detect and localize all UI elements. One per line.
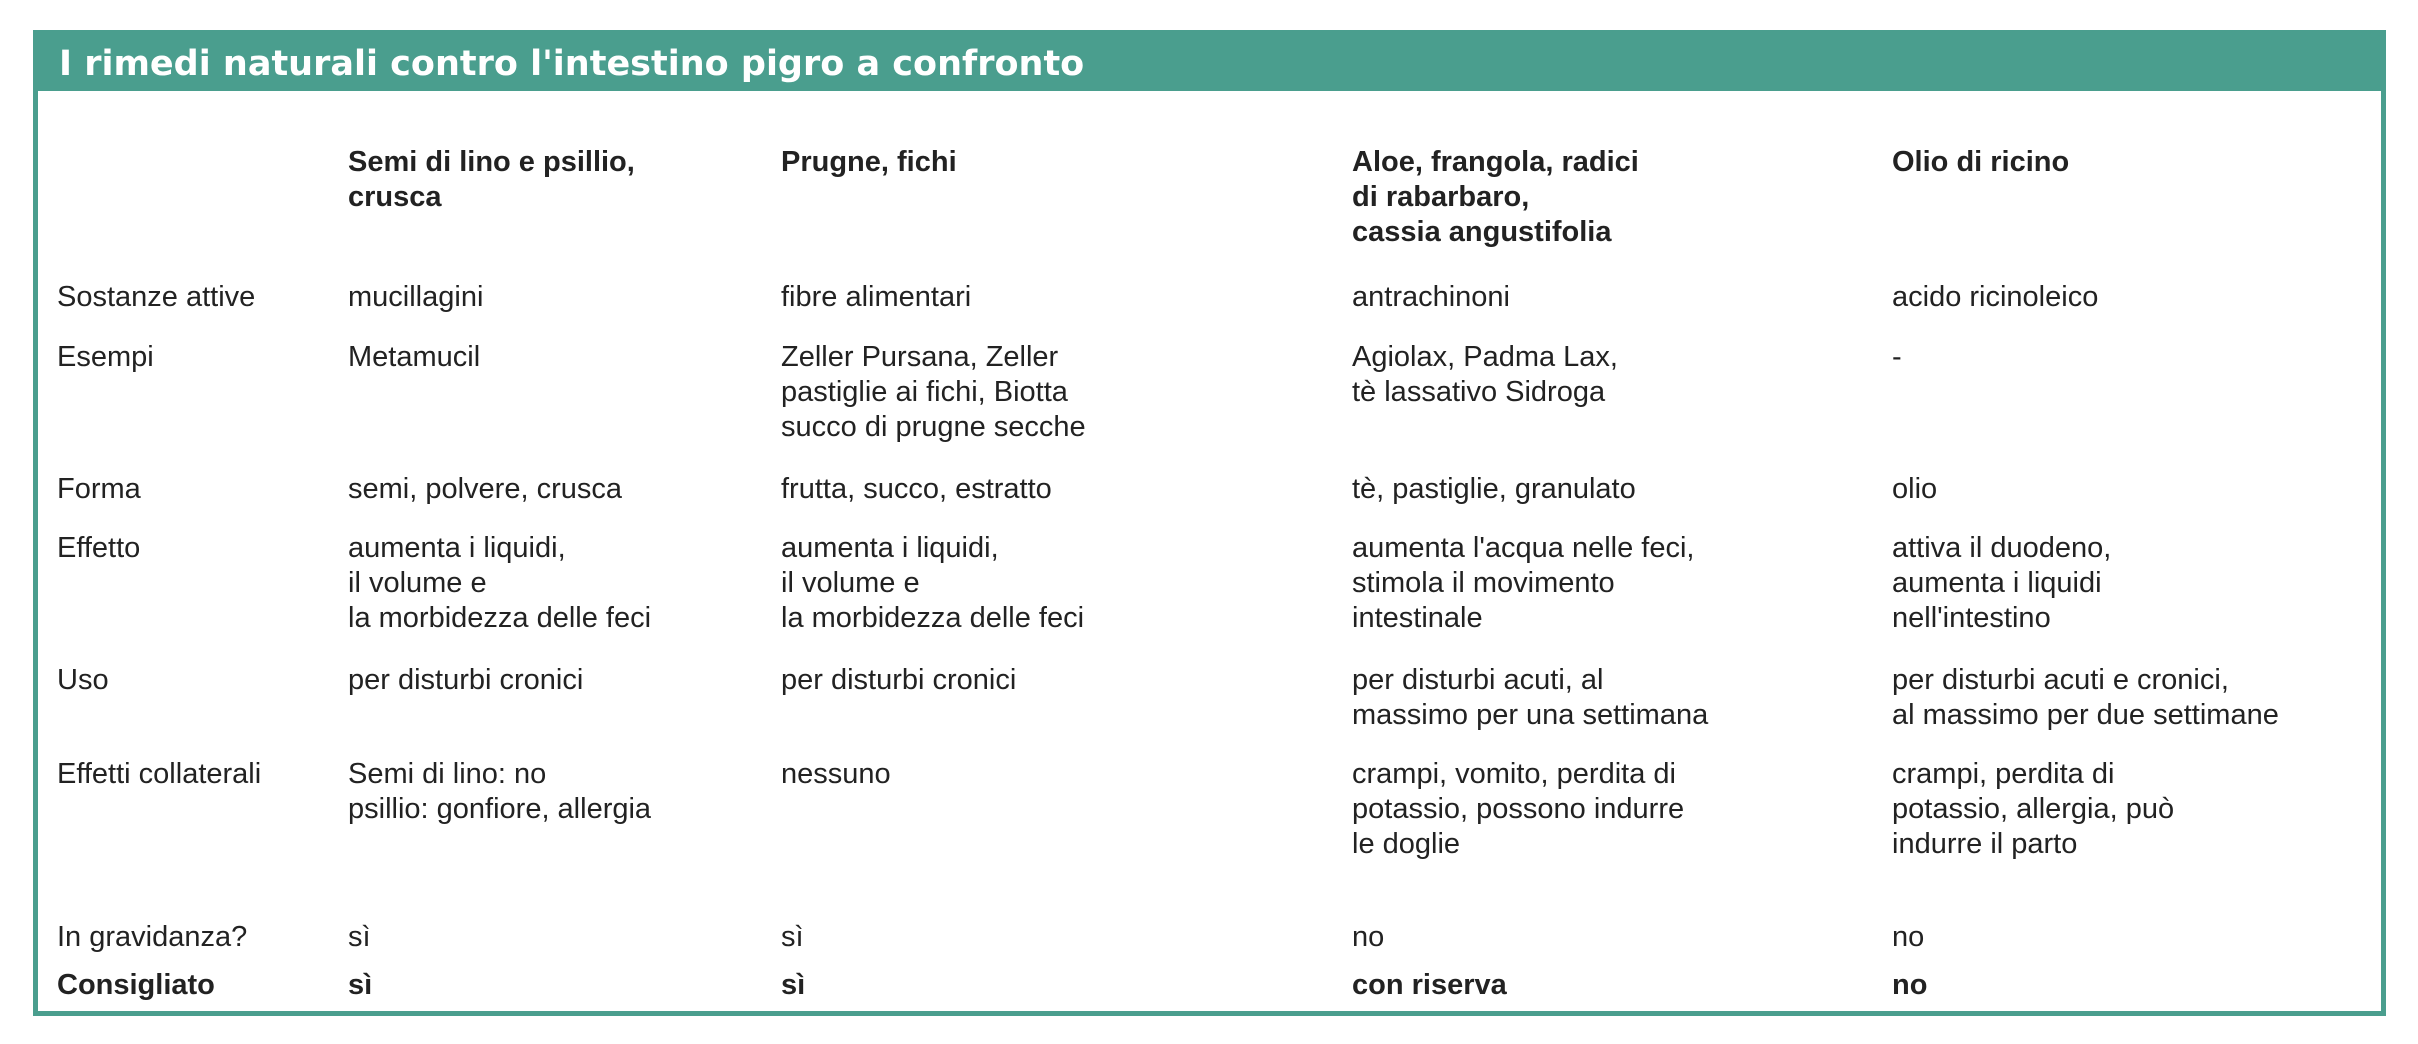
table-cell: aumenta i liquidi, il volume e la morbidezza delle feci: [781, 532, 1085, 634]
table-cell: frutta, succo, estratto: [781, 473, 1052, 505]
table-cell: sì: [348, 921, 371, 953]
table-cell: per disturbi cronici: [348, 664, 584, 696]
table-cell: per disturbi acuti e cronici, al massimo per due settimane: [1892, 664, 2279, 731]
table-title: I rimedi naturali contro l'intestino pigro a confronto: [59, 44, 1085, 84]
table-cell: Zeller Pursana, Zeller pastiglie ai fichi, Biotta succo di prugne secche: [781, 341, 1086, 443]
table-cell: tè, pastiglie, granulato: [1352, 473, 1636, 505]
title-bar: [38, 35, 2381, 91]
row-label-esempi: Esempi: [57, 341, 154, 373]
table-cell: nessuno: [781, 758, 891, 790]
table-cell: attiva il duodeno, aumenta i liquidi nell'intestino: [1892, 532, 2112, 634]
row-label-in-gravidanza: In gravidanza?: [57, 921, 248, 953]
comparison-table-frame: [33, 30, 2386, 1016]
table-cell: crampi, vomito, perdita di potassio, possono indurre le doglie: [1352, 758, 1685, 860]
table-cell: sì: [348, 969, 373, 1001]
table-cell: sì: [781, 969, 806, 1001]
column-header-olio-di-ricino: Olio di ricino: [1892, 146, 2070, 178]
row-label-forma: Forma: [57, 473, 141, 505]
table-cell: aumenta i liquidi, il volume e la morbidezza delle feci: [348, 532, 652, 634]
table-cell: per disturbi cronici: [781, 664, 1017, 696]
table-cell: -: [1892, 341, 1902, 373]
table-cell: Semi di lino: no psillio: gonfiore, allergia: [348, 758, 652, 825]
table-cell: antrachinoni: [1352, 281, 1510, 313]
table-cell: acido ricinoleico: [1892, 281, 2099, 313]
column-header-semi-di-lino: Semi di lino e psillio, crusca: [348, 146, 635, 213]
table-cell: sì: [781, 921, 804, 953]
row-label-effetti-collaterali: Effetti collaterali: [57, 758, 262, 790]
row-label-sostanze-attive: Sostanze attive: [57, 281, 256, 313]
table-cell: per disturbi acuti, al massimo per una settimana: [1352, 664, 1709, 731]
table-cell: mucillagini: [348, 281, 484, 313]
column-header-aloe-frangola: Aloe, frangola, radici di rabarbaro, cassia angustifolia: [1352, 146, 1639, 248]
row-label-consigliato: Consigliato: [57, 969, 215, 1001]
table-cell: Agiolax, Padma Lax, tè lassativo Sidroga: [1352, 341, 1618, 408]
table-cell: fibre alimentari: [781, 281, 972, 313]
row-label-effetto: Effetto: [57, 532, 141, 564]
table-cell: no: [1892, 921, 1925, 953]
table-cell: olio: [1892, 473, 1938, 505]
table-cell: semi, polvere, crusca: [348, 473, 622, 505]
table-cell: con riserva: [1352, 969, 1507, 1001]
row-label-uso: Uso: [57, 664, 109, 696]
table-cell: aumenta l'acqua nelle feci, stimola il movimento intestinale: [1352, 532, 1695, 634]
table-cell: no: [1352, 921, 1385, 953]
table-cell: no: [1892, 969, 1928, 1001]
column-header-prugne-fichi: Prugne, fichi: [781, 146, 957, 178]
table-cell: Metamucil: [348, 341, 481, 373]
table-cell: crampi, perdita di potassio, allergia, può indurre il parto: [1892, 758, 2175, 860]
